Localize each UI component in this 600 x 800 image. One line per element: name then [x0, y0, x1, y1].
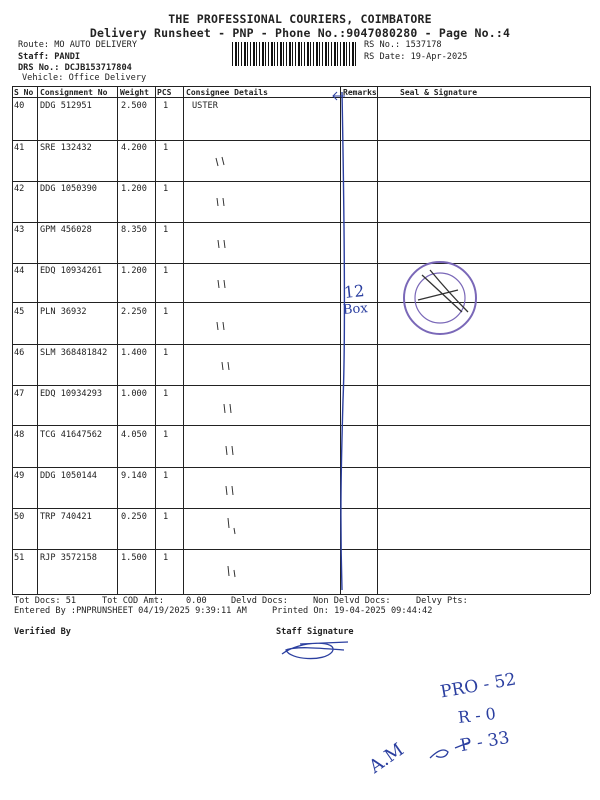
- handwritten-remark-unit: Box: [342, 301, 369, 318]
- row-consignment: SLM 368481842: [40, 348, 108, 358]
- handwritten-note-pro: PRO - 52: [438, 669, 518, 703]
- route-label: Route: MO AUTO DELIVERY: [18, 40, 137, 50]
- row-sno: 45: [14, 307, 25, 317]
- pen-arrow-icon: [333, 92, 345, 100]
- row-weight: 4.200: [121, 143, 147, 153]
- row-sno: 42: [14, 184, 25, 194]
- row-weight: 1.000: [121, 389, 147, 399]
- row-sno: 41: [14, 143, 25, 153]
- drs-label: DRS No.: DCJB153717804: [18, 63, 132, 73]
- delivered-docs: Delvd Docs:: [231, 596, 288, 606]
- row-sno: 47: [14, 389, 25, 399]
- row-consignment: SRE 132432: [40, 143, 92, 153]
- row-weight: 1.400: [121, 348, 147, 358]
- col-header-sno: S No: [14, 88, 34, 97]
- row-weight: 1.200: [121, 266, 147, 276]
- staff-label: Staff: PANDI: [18, 52, 81, 62]
- row-pcs: 1: [163, 307, 169, 317]
- printed-on: Printed On: 19-04-2025 09:44:42: [272, 606, 433, 616]
- row-pcs: 1: [163, 553, 169, 563]
- row-weight: 0.250: [121, 512, 147, 522]
- row-consignment: DDG 512951: [40, 101, 92, 111]
- vehicle-label: Vehicle: Office Delivery: [22, 73, 147, 83]
- col-header-consignment: Consignment No: [40, 88, 108, 97]
- row-pcs: 1: [163, 101, 169, 111]
- ditto-marks-icon: [216, 157, 235, 577]
- row-pcs: 1: [163, 184, 169, 194]
- pen-vertical-line-icon: [341, 92, 345, 590]
- row-pcs: 1: [163, 225, 169, 235]
- row-consignment: TCG 41647562: [40, 430, 103, 440]
- total-docs: Tot Docs: 51: [14, 596, 77, 606]
- total-cod-value: 0.00: [186, 596, 207, 606]
- row-consignment: TRP 740421: [40, 512, 92, 522]
- col-header-seal: Seal & Signature: [400, 88, 478, 97]
- handwritten-note-r: R - 0: [457, 704, 497, 727]
- col-header-pcs: PCS: [157, 88, 172, 97]
- handwritten-note-p: P - 33: [458, 727, 511, 757]
- row-consignment: GPM 456028: [40, 225, 92, 235]
- rs-number: RS No.: 1537178: [364, 40, 442, 50]
- row-pcs: 1: [163, 348, 169, 358]
- row-weight: 2.250: [121, 307, 147, 317]
- row-pcs: 1: [163, 266, 169, 276]
- row-sno: 50: [14, 512, 25, 522]
- delivery-points: Delvy Pts:: [416, 596, 468, 606]
- row-consignment: DDG 1050144: [40, 471, 97, 481]
- row-consignment: EDQ 10934261: [40, 266, 103, 276]
- row-sno: 40: [14, 101, 25, 111]
- row-pcs: 1: [163, 471, 169, 481]
- rs-date: RS Date: 19-Apr-2025: [364, 52, 468, 62]
- total-cod-label: Tot COD Amt:: [102, 596, 165, 606]
- row-weight: 4.050: [121, 430, 147, 440]
- col-header-remarks: Remarks: [343, 88, 377, 97]
- row-weight: 9.140: [121, 471, 147, 481]
- handwritten-initials: A.M: [365, 739, 408, 778]
- row-consignment: DDG 1050390: [40, 184, 97, 194]
- non-delivered-docs: Non Delvd Docs:: [313, 596, 391, 606]
- row-consignment: PLN 36932: [40, 307, 87, 317]
- row-pcs: 1: [163, 512, 169, 522]
- col-header-consignee: Consignee Details: [186, 88, 268, 97]
- row-sno: 43: [14, 225, 25, 235]
- row-sno: 51: [14, 553, 25, 563]
- entered-by: Entered By :PNPRUNSHEET 04/19/2025 9:39:11 AM: [14, 606, 247, 616]
- verified-by: Verified By: [14, 627, 71, 637]
- row-weight: 1.200: [121, 184, 147, 194]
- row-weight: 2.500: [121, 101, 147, 111]
- row-pcs: 1: [163, 389, 169, 399]
- row-weight: 8.350: [121, 225, 147, 235]
- seal-stamp-icon: [404, 262, 476, 334]
- staff-signature-scribble: [282, 642, 348, 659]
- staff-signature-label: Staff Signature: [276, 627, 354, 637]
- handwritten-remark-qty: 12: [343, 280, 366, 303]
- row-consignment: RJP 3572158: [40, 553, 97, 563]
- company-title: THE PROFESSIONAL COURIERS, COIMBATORE: [168, 12, 432, 26]
- col-header-weight: Weight: [120, 88, 149, 97]
- row-consignee: USTER: [192, 101, 218, 111]
- row-pcs: 1: [163, 430, 169, 440]
- row-consignment: EDQ 10934293: [40, 389, 103, 399]
- row-sno: 49: [14, 471, 25, 481]
- row-pcs: 1: [163, 143, 169, 153]
- runsheet-subtitle: Delivery Runsheet - PNP - Phone No.:9047080280 - Page No.:4: [89, 26, 511, 40]
- row-sno: 44: [14, 266, 25, 276]
- row-sno: 46: [14, 348, 25, 358]
- row-weight: 1.500: [121, 553, 147, 563]
- row-sno: 48: [14, 430, 25, 440]
